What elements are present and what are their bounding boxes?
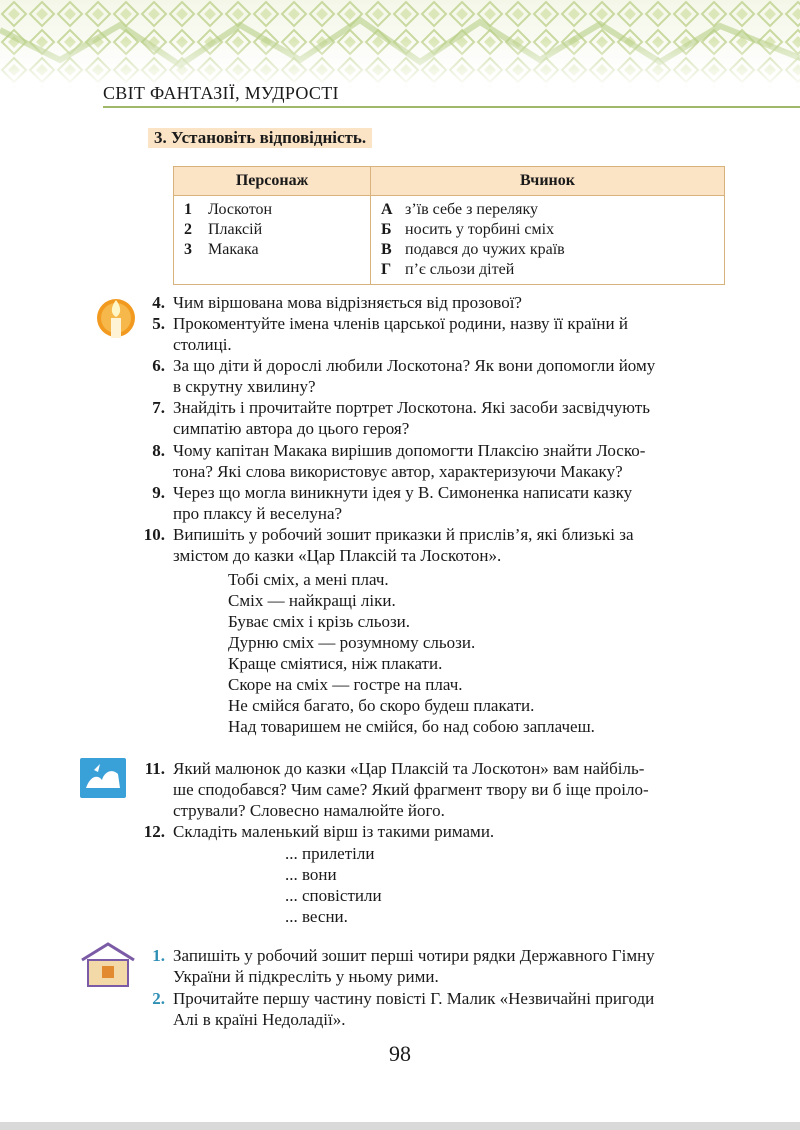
- rhyme-line: ... вони: [285, 865, 337, 884]
- question-9: 9. Через що могла виникнути ідея у В. Симоненка написати казку про плаксу й веселуна?: [152, 483, 633, 523]
- page-number: 98: [389, 1041, 411, 1066]
- candle-icon: [96, 290, 136, 350]
- ornament-banner: [0, 0, 800, 88]
- task-3-heading: 3. Установіть відповідність.: [148, 128, 372, 148]
- character-item: 3 Макака: [184, 241, 259, 258]
- proverb-line: Тобі сміх, а мені плач.: [228, 570, 389, 589]
- characters-cell: [174, 196, 371, 285]
- proverb-line: Не смійся багато, бо скоро будеш плакати.: [228, 696, 535, 715]
- character-item: 1 Лоскотон: [184, 201, 273, 218]
- question-12: 12. Складіть маленький вірш із такими римами.: [143, 822, 495, 841]
- column-header-character: Персонаж: [174, 167, 371, 196]
- section-title: СВІТ ФАНТАЗІЇ, МУДРОСТІ: [103, 83, 339, 103]
- column-header-action: Вчинок: [371, 167, 725, 196]
- question-5: 5. Прокоментуйте імена членів царської родини, назву її країни й столиці.: [152, 314, 628, 354]
- proverb-line: Сміх — найкращі ліки.: [228, 591, 396, 610]
- rhyme-line: ... сповістили: [285, 886, 382, 905]
- action-item: А з’їв себе з переляку: [381, 201, 539, 218]
- question-7: 7. Знайдіть і прочитайте портрет Лоскотона. Які засоби засвідчують симпатію автора до цього героя?: [152, 398, 650, 438]
- character-item: 2 Плаксій: [184, 221, 263, 238]
- homework-2: 2. Прочитайте першу частину повісті Г. Малик «Незвичайні пригоди Алі в країні Недоладії».: [152, 989, 655, 1029]
- proverb-line: Скоре на сміх — гостре на плач.: [228, 675, 463, 694]
- proverb-line: Над товаришем не смійся, бо над собою заплачеш.: [228, 717, 595, 736]
- rhyme-line: ... прилетіли: [285, 844, 375, 863]
- question-6: 6. За що діти й дорослі любили Лоскотона? Як вони допомогли йому в скрутну хвилину?: [152, 356, 656, 396]
- action-item: Б носить у торбині сміх: [381, 221, 555, 238]
- proverb-line: Дурню сміх — розумному сльози.: [228, 633, 476, 652]
- house-icon: [78, 940, 138, 992]
- rhyme-line: ... весни.: [285, 907, 348, 926]
- action-item: Г п’є сльози дітей: [381, 261, 515, 278]
- title-divider: [103, 106, 800, 108]
- matching-table: [173, 166, 725, 285]
- embroidery-pattern: [0, 0, 800, 88]
- action-item: В подався до чужих країв: [381, 241, 565, 258]
- illustration-icon: [80, 758, 126, 802]
- actions-cell: [371, 196, 725, 285]
- bottom-strip: [0, 1122, 800, 1130]
- question-4: 4. Чим віршована мова відрізняється від прозової?: [152, 293, 522, 312]
- question-10: 10. Випишіть у робочий зошит приказки й прислів’я, які близькі за змістом до казки «Цар Плаксій та Лоскотон».: [143, 525, 634, 565]
- question-8: 8. Чому капітан Макака вирішив допомогти Плаксію знайти Лоско- тона? Які слова використовує автор, характеризуючи Макаку?: [152, 441, 646, 481]
- proverb-line: Краще сміятися, ніж плакати.: [228, 654, 443, 673]
- question-11: 11. Який малюнок до казки «Цар Плаксій та Лоскотон» вам найбіль- ше сподобався? Чим саме? Який фрагмент твору ви б іще проіло- стрували? Словесно намалюйте його.: [144, 759, 649, 820]
- homework-1: 1. Запишіть у робочий зошит перші чотири рядки Державного Гімну України й підкресліть у ньому рими.: [152, 946, 655, 986]
- proverb-line: Буває сміх і крізь сльози.: [228, 612, 411, 631]
